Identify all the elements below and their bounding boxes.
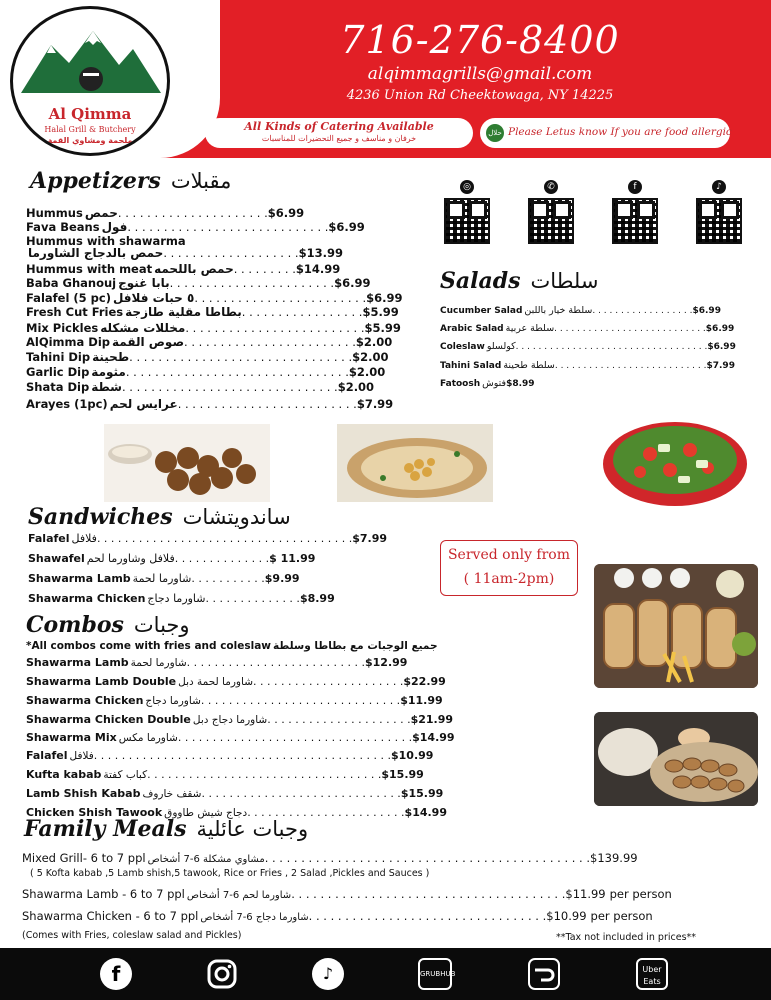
qr-code-image[interactable] (444, 198, 490, 244)
appetizer-row-dots: . . . . . . . . . . . . . . . . . . . . . . . . (184, 335, 356, 349)
salad-row-dots: . . . . . . . . . . . . . . . . . . (592, 306, 693, 316)
sandwich-row-dots: . . . . . . . . . . . . . . (205, 592, 300, 605)
appetizer-row-dots: . . . . . . . . . . . . . . . . . . . . . . . . . . . . . . . (125, 365, 349, 379)
appetizers-title: Appetizers مقبلات (30, 168, 232, 194)
combo-row-name: Shawarma Chicken Double (26, 713, 191, 726)
tiktok-icon: ♪ (712, 180, 726, 194)
appetizer-row-name: Baba Ghanouj (26, 276, 117, 290)
sandwiches-title: Sandwiches ساندويتشات (28, 504, 291, 530)
sandwich-row-dots: . . . . . . . . . . . . . . (174, 552, 270, 565)
mountain-logo-icon (21, 23, 161, 93)
appetizer-row-dots: . . . . . . . . . . . . . . . . . . . . . . . . (194, 291, 367, 305)
salad-row-arabic: كولسلو (486, 341, 516, 352)
appetizer-row-price: $5.99 (362, 305, 399, 319)
combo-row-name: Shawarma Lamb (26, 656, 129, 669)
combo-row-arabic: فلافل (69, 750, 94, 762)
appetizer-row-name: AlQimma Dip (26, 335, 111, 349)
family-meals-title: Family Meals وجبات عائلية (24, 816, 309, 842)
appetizer-row (26, 321, 401, 335)
comes-with-note: (Comes with Fries, coleslaw salad and Pickles) (22, 930, 242, 941)
header (0, 0, 771, 168)
combo-row-price: $14.99 (404, 806, 447, 819)
combo-row-price: $12.99 (364, 656, 408, 669)
qr-code[interactable] (612, 180, 658, 244)
salad-row-name: Coleslaw (440, 342, 485, 352)
sandwich-row-name: Shawarma Chicken (28, 592, 146, 605)
family-meal-row (22, 887, 672, 901)
sandwich-row-name: Falafel (28, 532, 70, 545)
served-hours-line1: Served only from (447, 547, 571, 563)
family-meal-row-dots: . . . . . . . . . . . . . . . . . . . . . . . . . . . . . . . . . . . . . . . . . . . . . (264, 851, 591, 865)
salad-row-price: $6.99 (705, 324, 735, 334)
sandwich-row (28, 572, 300, 585)
combo-row (26, 694, 443, 707)
appetizer-row (26, 291, 403, 305)
salad-row-name: Arabic Salad (440, 324, 504, 334)
appetizer-row-arabic: طحينة (92, 350, 130, 364)
uber-eats-icon[interactable]: Uber Eats (636, 958, 668, 990)
family-meal-row-name: Shawarma Chicken - 6 to 7 ppl (22, 909, 199, 923)
appetizer-row-price: $2.00 (355, 335, 393, 349)
combo-row (26, 731, 455, 744)
appetizer-row-dots: . . . . . . . . . . . . . . . . . . . . . . . . . . . . . . (122, 380, 338, 394)
combo-row-arabic: شاورما مكس (118, 732, 178, 744)
appetizer-row-dots: . . . . . . . . . . . . . . . . . . . . . . . . . . . . . . . (129, 350, 353, 364)
logo-brand-name: Al Qimma (48, 105, 132, 123)
sandwich-row-dots: . . . . . . . . . . . . . . . . . . . . . . . . . . . . . . . . . . . . . (96, 532, 353, 545)
sandwich-row-arabic: فلافل وشاورما لحم (86, 552, 175, 565)
combo-row-price: $22.99 (403, 675, 446, 688)
combo-row-price: $15.99 (400, 787, 444, 800)
footer-bar (0, 948, 771, 1000)
family-meal-row-name: Shawarma Lamb - 6 to 7 ppl (22, 887, 185, 901)
appetizer-row-price: $14.99 (295, 262, 341, 276)
tiktok-icon[interactable]: ♪ (312, 958, 344, 990)
qr-code-image[interactable] (612, 198, 658, 244)
combo-row-price: $15.99 (381, 768, 424, 781)
family-meal-row-dots: . . . . . . . . . . . . . . . . . . . . . . . . . . . . . . . . . (308, 909, 547, 923)
appetizer-row-name: Shata Dip (26, 380, 90, 394)
appetizer-row-name: Mix Pickles (26, 321, 99, 335)
halal-badge-icon: حلال (486, 124, 504, 142)
combo-row-arabic: شقف خاروف (142, 788, 202, 800)
combo-row-name: Falafel (26, 749, 68, 762)
combo-row-dots: . . . . . . . . . . . . . . . . . . . . . . (253, 675, 404, 688)
street-address: 4236 Union Rd Cheektowaga, NY 14225 (346, 88, 614, 103)
salad-row (440, 305, 721, 316)
appetizer-row-dots: . . . . . . . . . (233, 262, 296, 276)
combo-row (26, 787, 443, 800)
salad-row-price: $8.99 (506, 379, 535, 389)
combo-row-arabic: دجاج شيش طاووق (164, 807, 248, 819)
sandwich-row-arabic: فلافل (71, 532, 97, 545)
family-meal-row-arabic: مشاوي مشكلة 6-7 أشخاص (147, 854, 265, 865)
hummus-photo (337, 424, 493, 502)
appetizer-row (26, 335, 392, 349)
combos-title: Combos وجبات (26, 612, 190, 638)
appetizer-row (26, 305, 399, 319)
family-meal-row-arabic: شاورما لحم 6-7 أشخاص (186, 890, 292, 901)
family-meal-row-dots: . . . . . . . . . . . . . . . . . . . . . . . . . . . . . . . . . . . . . . (291, 887, 566, 901)
combo-row-name: Shawarma Mix (26, 731, 117, 744)
appetizer-row-price: $6.99 (366, 291, 403, 305)
appetizer-row-arabic: حمص (84, 206, 118, 220)
appetizer-row-price: $2.00 (348, 365, 386, 379)
combo-row-dots: . . . . . . . . . . . . . . . . . . . . . . . (247, 806, 405, 819)
combo-row-dots: . . . . . . . . . . . . . . . . . . . . . . . . . . . . . . . . . . . . . . . . . . . (93, 749, 391, 762)
shawarma-platter-photo (594, 712, 758, 806)
salad-row-name: Tahini Salad (440, 361, 502, 371)
appetizer-row-arabic: عرايس لحم (109, 397, 178, 411)
appetizer-row-arabic: حمص بالدجاج الشاورما (28, 246, 164, 260)
appetizer-row-arabic: ٥ حبات فلافل (112, 291, 195, 305)
salads-title: Salads سلطات (440, 268, 599, 294)
appetizer-row-dots: . . . . . . . . . . . . . . . . . . . . . . . . . . . . (127, 220, 329, 234)
family-meal-row (22, 851, 638, 865)
appetizer-row-name: Tahini Dip (26, 350, 91, 364)
appetizer-row (26, 365, 385, 379)
salad-row-price: $6.99 (692, 306, 721, 316)
appetizer-row-name: Hummus with shawarma (26, 234, 186, 248)
appetizer-row (26, 276, 370, 290)
appetizer-row-dots: . . . . . . . . . . . . . . . . . . . . . . . . . (185, 321, 365, 335)
combo-row-price: $10.99 (391, 749, 434, 762)
logo-tagline: Halal Grill & Butchery (44, 125, 136, 134)
salad-row-price: $7.99 (706, 361, 735, 371)
appetizer-row-dots: . . . . . . . . . . . . . . . . . . . . . . . (169, 276, 335, 290)
combo-row-dots: . . . . . . . . . . . . . . . . . . . . . (267, 713, 411, 726)
email-address[interactable]: alqimmagrills@gmail.com (367, 64, 593, 84)
appetizer-row-price: $6.99 (334, 276, 371, 290)
combo-row-name: Shawarma Lamb Double (26, 675, 177, 688)
family-meal-row (22, 909, 653, 923)
appetizer-row-arabic: حمص باللحمه (154, 262, 234, 276)
combo-row-arabic: شاورما لحمة دبل (178, 676, 253, 688)
sandwich-row-name: Shawafel (28, 552, 85, 565)
appetizer-row-dots: . . . . . . . . . . . . . . . . . . . . . (117, 206, 268, 220)
appetizer-row-name: Fava Beans (26, 220, 100, 234)
salad-row-arabic: سلطة طحينة (503, 360, 555, 371)
appetizer-row-arabic: صوص القمة (112, 335, 185, 349)
sandwich-row-price: $9.99 (264, 572, 300, 585)
combo-row (26, 656, 407, 669)
appetizer-row-price: $6.99 (267, 206, 305, 220)
family-meal-row-per: per person (590, 909, 653, 923)
sandwich-row-arabic: شاورما دجاج (147, 592, 206, 605)
combo-row-arabic: شاورما لحمة (130, 657, 187, 669)
appetizer-row (26, 246, 343, 260)
appetizer-row (26, 397, 393, 411)
combo-row (26, 675, 446, 688)
combo-row-name: Lamb Shish Kabab (26, 787, 141, 800)
salad-photo (600, 416, 750, 508)
logo-arabic-name: ملحمة ومشاوي القمة (47, 136, 133, 145)
sandwich-row-price: $8.99 (299, 592, 335, 605)
combo-row-arabic: شاورما دجاج دبل (192, 714, 268, 726)
salad-row (440, 323, 734, 334)
appetizer-row (26, 350, 389, 364)
catering-text: All Kinds of Catering Available (244, 120, 434, 133)
sandwich-row-price: $7.99 (352, 532, 387, 545)
family-meal-row-price: $139.99 (590, 851, 638, 865)
combo-row (26, 713, 453, 726)
facebook-icon[interactable]: f (100, 958, 132, 990)
appetizer-row-arabic: فول (101, 220, 128, 234)
appetizer-row (26, 206, 304, 220)
salad-row (440, 341, 736, 352)
appetizer-row-price: $2.00 (352, 350, 389, 364)
sandwich-row (28, 532, 387, 545)
appetizer-row-name: Garlic Dip (26, 365, 90, 379)
appetizer-row (26, 380, 374, 394)
salad-row-arabic: سلطة عربية (505, 323, 555, 334)
appetizer-row-price: $2.00 (337, 380, 375, 394)
appetizer-row-price: $7.99 (356, 397, 394, 411)
served-hours-box (440, 540, 578, 596)
phone-number[interactable]: 716-276-8400 (340, 18, 620, 62)
allergy-banner (480, 118, 730, 148)
salad-row-arabic: فتوش (482, 378, 507, 389)
combo-row-name: Shawarma Chicken (26, 694, 144, 707)
sandwich-row-arabic: شاورما لحمة (132, 572, 192, 585)
catering-text-arabic: خرفان و مناسف و جميع التحضيرات للمناسبات (261, 134, 417, 143)
facebook-icon: f (628, 180, 642, 194)
family-meal-row-name: Mixed Grill- 6 to 7 ppl (22, 851, 146, 865)
combo-row-arabic: شاورما دجاج (145, 695, 201, 707)
served-hours-line2: ( 11am-2pm) (463, 571, 555, 587)
salad-row-name: Cucumber Salad (440, 306, 523, 316)
salad-row-dots: . . . . . . . . . . . . . . . . . . . . . . . . . . . (554, 324, 706, 334)
family-meal-row-price: $10.99 (546, 909, 587, 923)
mixed-grill-note: ( 5 Kofta kabab ,5 Lamb shish,5 tawook, Rice or Fries , 2 Salad ,Pickles and Sauces ) (30, 868, 430, 879)
appetizer-row-dots: . . . . . . . . . . . . . . . . . (241, 305, 363, 319)
salad-row-name: Fatoosh (440, 379, 481, 389)
combo-row-dots: . . . . . . . . . . . . . . . . . . . . . . . . . . . . . (201, 787, 401, 800)
appetizer-row-price: $13.99 (298, 246, 343, 260)
wraps-photo (594, 564, 758, 688)
falafel-photo (104, 424, 270, 502)
combo-row-name: Chicken Shish Tawook (26, 806, 163, 819)
combo-row-dots: . . . . . . . . . . . . . . . . . . . . . . . . . . . . . . . . . . (177, 731, 413, 744)
appetizer-row (26, 262, 340, 276)
combo-row-price: $14.99 (412, 731, 455, 744)
salad-row-dots: . . . . . . . . . . . . . . . . . . . . . . . . . . . . . . . . . . (515, 342, 708, 352)
instagram-icon: ◎ (460, 180, 474, 194)
sandwich-row-price: $ 11.99 (269, 552, 316, 565)
appetizer-row-name: Hummus (26, 206, 83, 220)
combo-row (26, 749, 433, 762)
combo-row (26, 768, 424, 781)
catering-banner (205, 118, 473, 148)
combos-note: *All combos come with fries and coleslaw جميع الوجبات مع بطاطا وسلطة (26, 640, 438, 652)
appetizer-row-name: Arayes (1pc) (26, 397, 108, 411)
family-meal-row-per: per person (609, 887, 672, 901)
allergy-text: Please Letus know If you are food allergic (508, 126, 732, 138)
appetizer-row-dots: . . . . . . . . . . . . . . . . . . . (163, 246, 299, 260)
qr-code[interactable] (444, 180, 490, 244)
salad-row-arabic: سلطة خيار باللبن (524, 305, 593, 316)
appetizer-row-name: Falafel (5 pc) (26, 291, 111, 305)
appetizer-row-arabic: شطة (91, 380, 122, 394)
doordash-icon[interactable] (528, 958, 560, 990)
sandwich-row (28, 592, 335, 605)
sandwich-row-name: Shawarma Lamb (28, 572, 131, 585)
combo-row-name: Kufta kabab (26, 768, 102, 781)
salad-row (440, 360, 735, 371)
combo-row-dots: . . . . . . . . . . . . . . . . . . . . . . . . . . . . . . . . . . (147, 768, 382, 781)
combo-row-price: $21.99 (410, 713, 454, 726)
appetizer-row-arabic: مثومة (91, 365, 126, 379)
sandwich-row-dots: . . . . . . . . . . . (191, 572, 265, 585)
salad-row-price: $6.99 (707, 342, 736, 352)
appetizer-row-arabic: مخللات مشكله (100, 321, 186, 335)
qr-code[interactable] (528, 180, 574, 244)
salad-row-dots: . . . . . . . . . . . . . . . . . . . . . . . . . . . (554, 361, 707, 371)
combo-row-dots: . . . . . . . . . . . . . . . . . . . . . . . . . . . . . (200, 694, 401, 707)
family-meal-row-arabic: شاورما دجاج 6-7 أشخاص (200, 912, 309, 923)
qr-code-image[interactable] (696, 198, 742, 244)
tax-note: **Tax not included in prices** (556, 932, 697, 943)
grubhub-icon[interactable]: GRUBHUB (418, 958, 452, 990)
appetizer-row-arabic: بطاطا مقلية طازجة (125, 305, 242, 319)
qr-code-image[interactable] (528, 198, 574, 244)
appetizer-row-dots: . . . . . . . . . . . . . . . . . . . . . . . . . (177, 397, 357, 411)
appetizer-row-name: Fresh Cut Fries (26, 305, 124, 319)
instagram-icon[interactable] (206, 958, 238, 990)
appetizer-row (26, 220, 365, 234)
appetizer-row-price: $5.99 (364, 321, 401, 335)
sandwich-row (28, 552, 315, 565)
combo-row-dots: . . . . . . . . . . . . . . . . . . . . . . . . . . (186, 656, 365, 669)
family-meal-row-price: $11.99 (565, 887, 606, 901)
appetizer-row-name: Hummus with meat (26, 262, 153, 276)
appetizer-row-arabic: بابا غنوج (118, 276, 170, 290)
whatsapp-icon: ✆ (544, 180, 558, 194)
appetizer-row-price: $6.99 (328, 220, 365, 234)
restaurant-logo (10, 6, 170, 156)
qr-code[interactable] (696, 180, 742, 244)
salad-row (440, 378, 535, 389)
combo-row-arabic: كباب كفتة (103, 769, 148, 781)
combo-row-price: $11.99 (400, 694, 443, 707)
